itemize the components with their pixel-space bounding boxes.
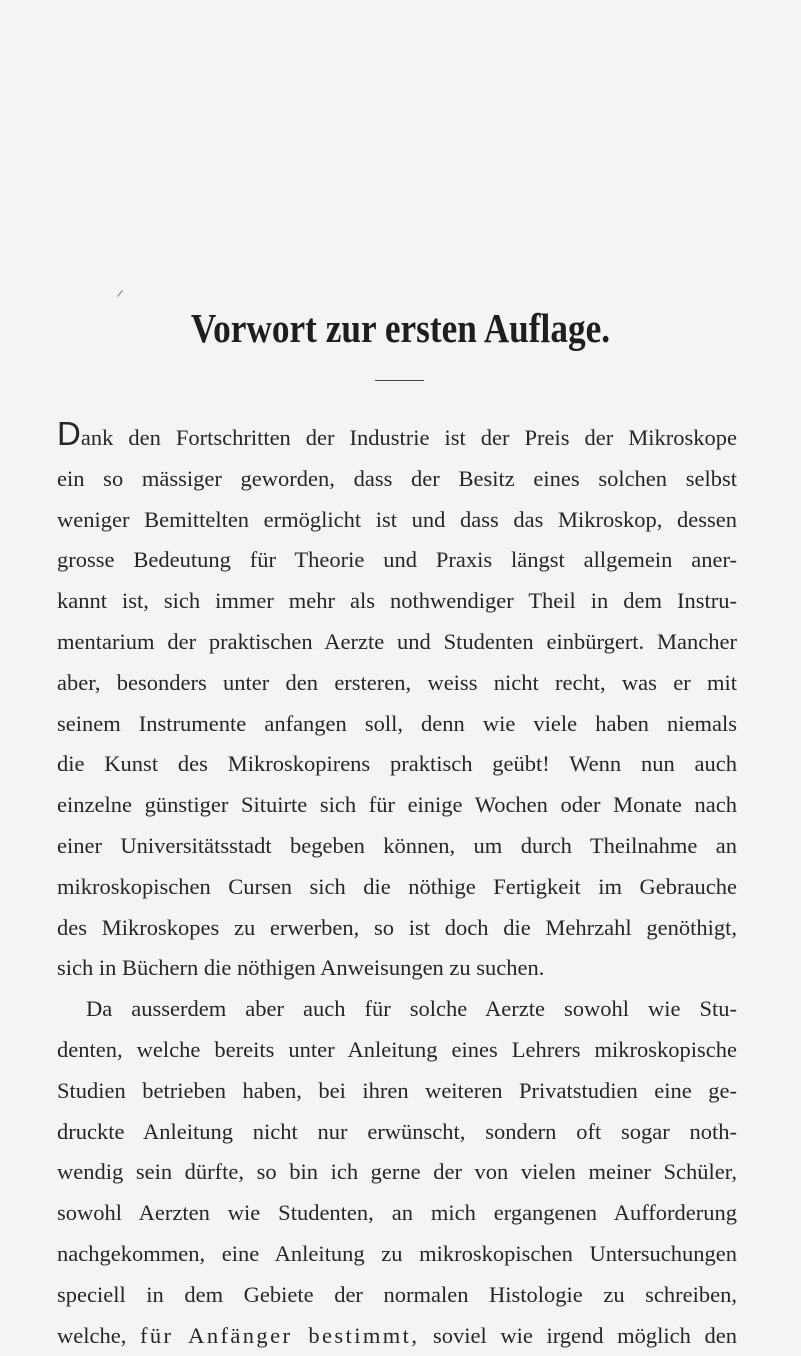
text-line: wendig sein dürfte, so bin ich gerne der von vielen meiner Schüler, [57,1159,737,1185]
text-line: einzelne günstiger Situirte sich für einige Wochen oder Monate nach [57,792,737,818]
text-line: druckte Anleitung nicht nur erwünscht, sondern oft sogar noth- [57,1118,737,1144]
text-line: sowohl Aerzten wie Studenten, an mich ergangenen Aufforderung [57,1200,737,1226]
text-line [57,1316,737,1356]
text-fragment: welche, [57,1322,127,1348]
text-line: mentarium der praktischen Aerzte und Studenten einbürgert. Mancher [57,628,737,654]
text-line: speciell in dem Gebiete der normalen Histologie zu schreiben, [57,1281,737,1307]
text-line [57,415,737,459]
text-line: sich in Büchern die nöthigen Anweisungen zu suchen. [57,955,545,981]
text-line: einer Universitätsstadt begeben können, um durch Theilnahme an [57,832,737,858]
text-line: weniger Bemittelten ermöglicht ist und dass das Mikroskop, dessen [57,506,737,532]
text-line: ein so mässiger geworden, dass der Besitz eines solchen selbst [57,465,737,491]
text-line: denten, welche bereits unter Anleitung eines Lehrers mikroskopische [57,1036,737,1062]
emphasized-text: für Anfänger bestimmt, [139,1322,420,1348]
preface-text [57,415,737,1356]
text-line: die Kunst des Mikroskopirens praktisch geübt! Wenn nun auch [57,751,737,777]
text-line: Da ausserdem aber auch für solche Aerzte sowohl wie Stu- [86,996,737,1022]
text-fragment: soviel wie irgend möglich den [432,1322,737,1348]
text-line: Studien betrieben haben, bei ihren weiteren Privatstudien eine ge- [57,1077,737,1103]
text-line: aber, besonders unter den ersteren, weiss nicht recht, was er mit [57,669,737,695]
text-line: seinem Instrumente anfangen soll, denn wie viele haben niemals [57,710,737,736]
page-title: Vorwort zur ersten Auflage. [190,305,611,351]
text-line: nachgekommen, eine Anleitung zu mikroskopischen Untersuchungen [57,1240,737,1266]
print-speck [117,290,123,297]
text-line: mikroskopischen Cursen sich die nöthige Fertigkeit im Gebrauche [57,873,737,899]
text-line-rest: ank den Fortschritten der Industrie ist der Preis der Mikroskope [80,425,737,450]
drop-cap: D [57,415,81,452]
text-line: grosse Bedeutung für Theorie und Praxis längst allgemein aner- [57,547,737,573]
title-rule [375,380,424,381]
text-line: des Mikroskopes zu erwerben, so ist doch die Mehrzahl genöthigt, [57,914,737,940]
text-line: kannt ist, sich immer mehr als nothwendiger Theil in dem Instru- [57,588,737,614]
